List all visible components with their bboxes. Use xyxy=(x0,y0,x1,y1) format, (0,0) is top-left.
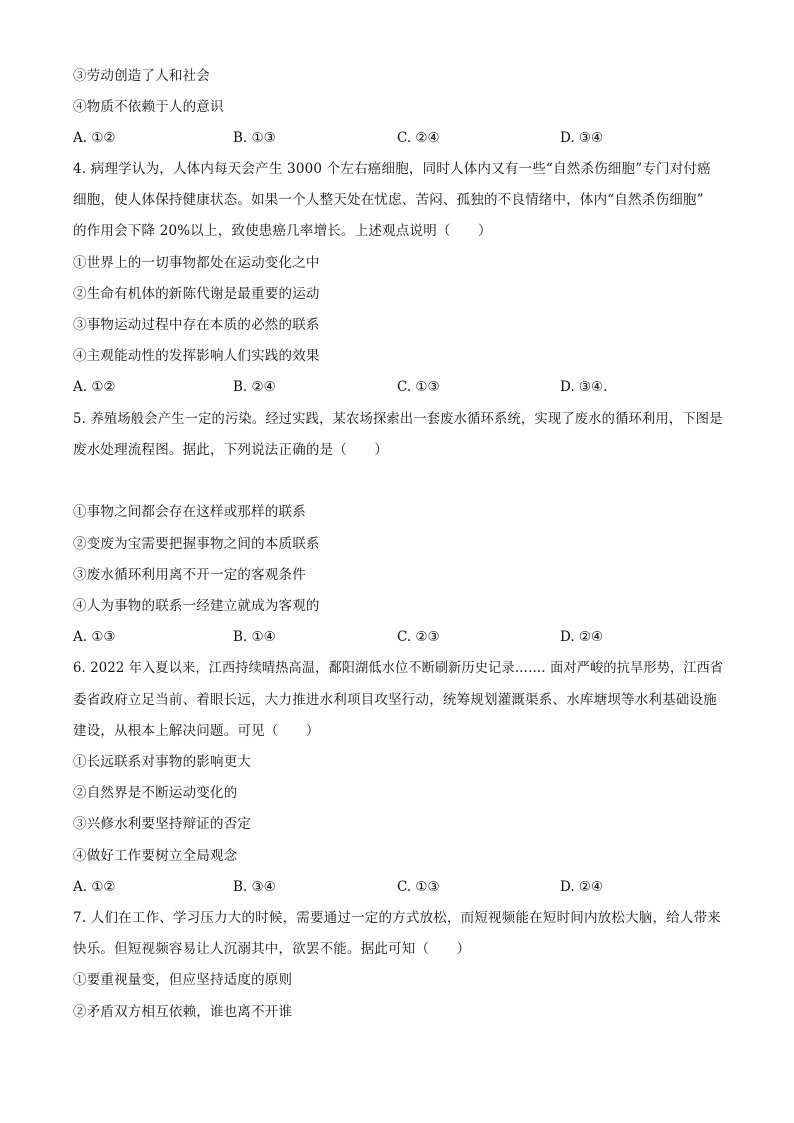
q4-option-d[interactable]: D. ③④. xyxy=(560,379,608,395)
q5-statement-4: ④人为事物的联系一经建立就成为客观的 xyxy=(73,598,320,614)
q3-option-b[interactable]: B. ①③ xyxy=(233,130,276,146)
q6-stem-line-1: 6. 2022 年入夏以来，江西持续晴热高温，鄱阳湖低水位不断刷新历史记录……. 面对严峻的抗旱形势，江西省 xyxy=(73,660,724,676)
q7-statement-1: ①要重视量变，但应坚持适度的原则 xyxy=(73,972,293,988)
q4-statement-1: ①世界上的一切事物都处在运动变化之中 xyxy=(73,255,320,271)
q5-stem-line-2: 废水处理流程图。据此，下列说法正确的是（ ） xyxy=(73,442,389,458)
q4-statement-4: ④主观能动性的发挥影响人们实践的效果 xyxy=(73,348,320,364)
q5-statement-1: ①事物之间都会存在这样或那样的联系 xyxy=(73,504,306,520)
q6-statement-1: ①长远联系对事物的影响更大 xyxy=(73,754,252,770)
q4-stem-line-2: 细胞，使人体保持健康状态。如果一个人整天处在忧虑、苦闷、孤独的不良情绪中，体内“自然杀伤细胞” xyxy=(73,192,704,208)
q5-option-d[interactable]: D. ②④ xyxy=(560,629,604,645)
q6-option-d[interactable]: D. ②④ xyxy=(560,879,604,895)
q4-option-c[interactable]: C. ①③ xyxy=(397,379,440,395)
q4-option-a[interactable]: A. ①② xyxy=(73,379,116,395)
q7-stem-line-1: 7. 人们在工作、学习压力大的时候，需要通过一定的方式放松，而短视频能在短时间内放松大脑，给人带来 xyxy=(73,910,721,926)
q4-stem-line-1: 4. 病理学认为，人体内每天会产生 3000 个左右癌细胞，同时人体内又有一些“自然杀伤细胞”专门对付癌 xyxy=(73,161,711,177)
q3-option-c[interactable]: C. ②④ xyxy=(397,130,440,146)
q5-stem-line-1: 5. 养殖场般会产生一定的污染。经过实践，某农场探索出一套废水循环系统，实现了废水的循环利用，下图是 xyxy=(73,411,723,427)
q5-options xyxy=(73,627,723,647)
q6-option-c[interactable]: C. ①③ xyxy=(397,879,440,895)
q6-option-a[interactable]: A. ①② xyxy=(73,879,116,895)
q7-statement-2: ②矛盾双方相互依赖，谁也离不开谁 xyxy=(73,1004,293,1020)
q3-option-d[interactable]: D. ③④ xyxy=(560,130,604,146)
q5-statement-2: ②变废为宝需要把握事物之间的本质联系 xyxy=(73,536,320,552)
q3-statement-3: ③劳动创造了人和社会 xyxy=(73,68,210,84)
q4-option-b[interactable]: B. ②④ xyxy=(233,379,276,395)
q5-statement-3: ③废水循环利用离不开一定的客观条件 xyxy=(73,567,306,583)
q3-option-a[interactable]: A. ①② xyxy=(73,130,116,146)
q6-stem-line-3: 建设，从根本上解决问题。可见（ ） xyxy=(73,723,320,739)
q6-statement-3: ③兴修水利要坚持辩证的否定 xyxy=(73,816,252,832)
q5-option-a[interactable]: A. ①③ xyxy=(73,629,116,645)
q3-options xyxy=(73,128,723,148)
q4-statement-3: ③事物运动过程中存在本质的必然的联系 xyxy=(73,317,320,333)
q5-option-c[interactable]: C. ②③ xyxy=(397,629,440,645)
q4-stem-line-3: 的作用会下降 20%以上，致使患癌几率增长。上述观点说明（ ） xyxy=(73,223,492,239)
q6-options xyxy=(73,877,723,897)
q6-option-b[interactable]: B. ③④ xyxy=(233,879,276,895)
q6-statement-4: ④做好工作要树立全局观念 xyxy=(73,848,238,864)
q6-statement-2: ②自然界是不断运动变化的 xyxy=(73,785,238,801)
q5-option-b[interactable]: B. ①④ xyxy=(233,629,276,645)
q4-options xyxy=(73,377,723,397)
q3-statement-4: ④物质不依赖于人的意识 xyxy=(73,99,224,115)
q4-statement-2: ②生命有机体的新陈代谢是最重要的运动 xyxy=(73,286,320,302)
q6-stem-line-2: 委省政府立足当前、着眼长远，大力推进水利项目攻坚行动，统筹规划灌溉渠系、水库塘坝等水利基础设施 xyxy=(73,692,717,708)
q7-stem-line-2: 快乐。但短视频容易让人沉溺其中，欲罢不能。据此可知（ ） xyxy=(73,941,471,957)
